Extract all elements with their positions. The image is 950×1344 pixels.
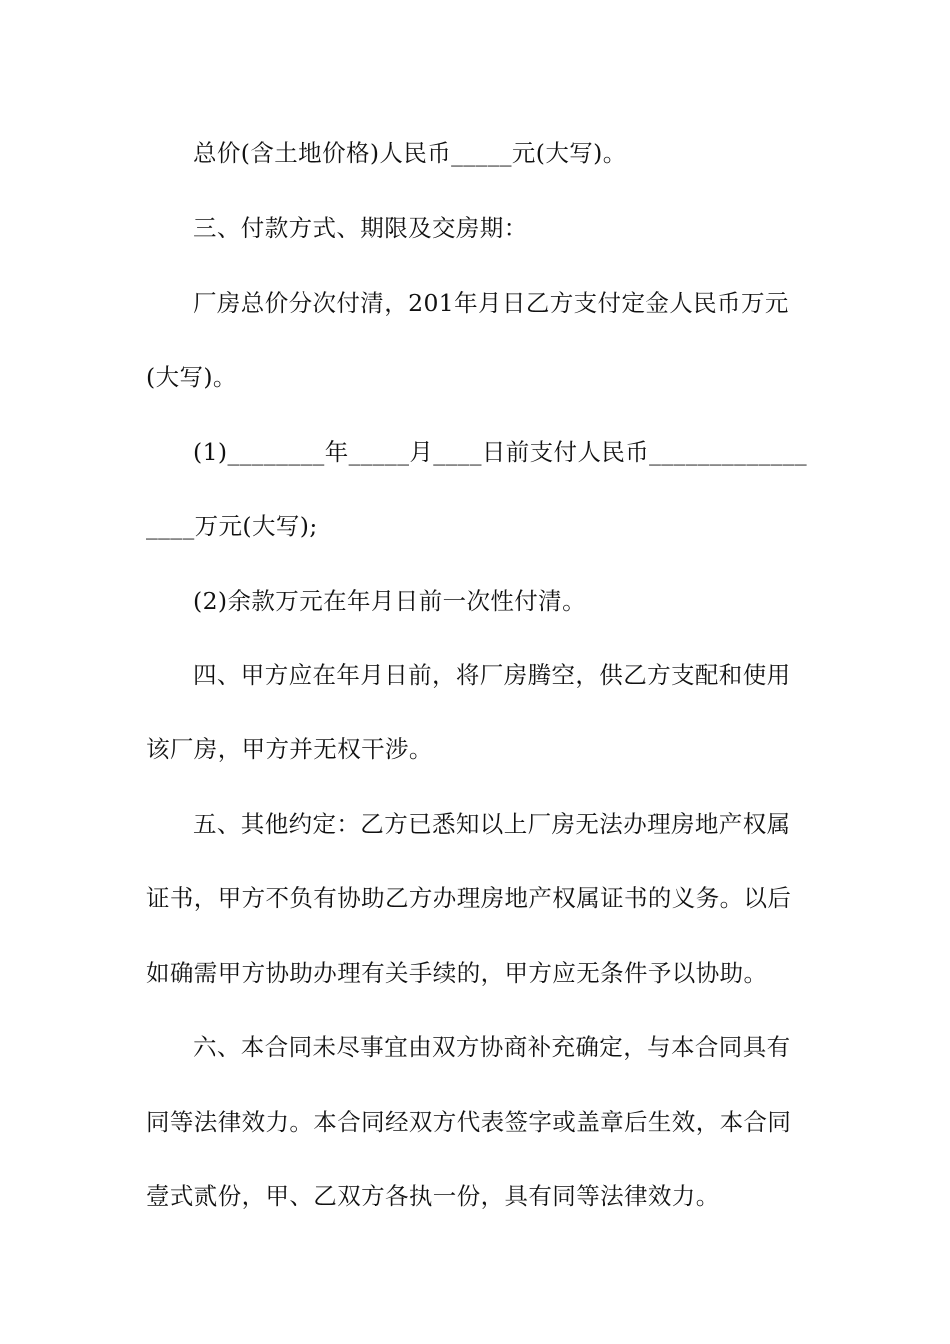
text-line-payment-1: (1)________年_____月____日前支付人民币_____________ [193, 438, 808, 466]
section-line-handover-cont: 该厂房，甲方并无权干涉。 [146, 735, 433, 763]
text-line-installments-cont: (大写)。 [146, 363, 237, 391]
text-line-installments: 厂房总价分次付清，201年月日乙方支付定金人民币万元 [193, 289, 789, 317]
section-heading-payment: 三、付款方式、期限及交房期： [193, 214, 528, 242]
section-line-supplement-cont-2: 壹式贰份，甲、乙双方各执一份，具有同等法律效力。 [146, 1182, 720, 1210]
section-line-supplement: 六、本合同未尽事宜由双方协商补充确定，与本合同具有 [193, 1033, 791, 1061]
section-line-other-terms-cont-2: 如确需甲方协助办理有关手续的，甲方应无条件予以协助。 [146, 959, 768, 987]
section-line-supplement-cont-1: 同等法律效力。本合同经双方代表签字或盖章后生效，本合同 [146, 1108, 792, 1136]
section-line-handover: 四、甲方应在年月日前，将厂房腾空，供乙方支配和使用 [193, 661, 791, 689]
text-line-payment-1-cont: ____万元(大写); [146, 512, 318, 540]
section-line-other-terms-cont-1: 证书，甲方不负有协助乙方办理房地产权属证书的义务。以后 [146, 884, 792, 912]
text-line-payment-2: (2)余款万元在年月日前一次性付清。 [193, 587, 586, 615]
section-line-other-terms: 五、其他约定：乙方已悉知以上厂房无法办理房地产权属 [193, 810, 791, 838]
text-line-total-price: 总价(含土地价格)人民币_____元(大写)。 [193, 139, 627, 167]
